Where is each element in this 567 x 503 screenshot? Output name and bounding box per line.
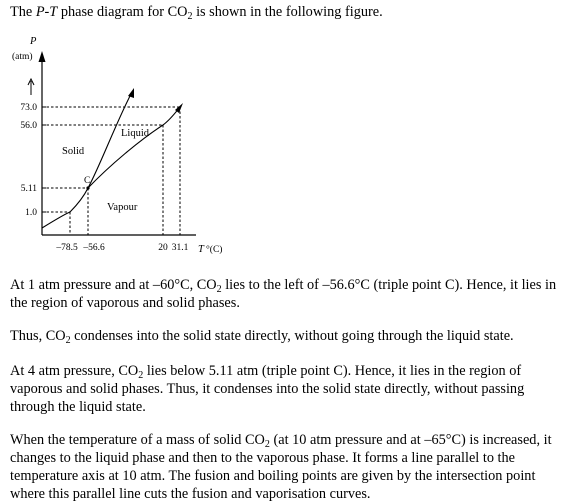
triple-point xyxy=(86,186,89,189)
fusion-curve xyxy=(88,92,132,188)
intro-pt-symbol: P-T xyxy=(35,4,58,20)
sublimation-curve xyxy=(42,188,88,228)
region-liquid: Liquid xyxy=(121,128,149,139)
intro-part: phase diagram for CO xyxy=(57,4,188,20)
paragraph-4 xyxy=(10,431,558,503)
paragraph-part: lies below 5.11 atm (triple point C). Hence, it lies in the region of vaporous and solid phases. Thus, it condenses into the solid state directly, without passing through the liquid state. xyxy=(10,363,525,415)
paragraph-2 xyxy=(10,327,558,345)
subscript: 2 xyxy=(216,284,222,295)
subscript: 2 xyxy=(138,370,144,381)
triple-point-label: C xyxy=(84,176,91,186)
y-tick-label: 73.0 xyxy=(20,103,37,113)
x-tick-label: –56.6 xyxy=(83,243,105,253)
paragraph-part: (at 10 atm pressure and at –65°C) is increased, it changes to the liquid phase and then to the vaporous phase. It forms a line parallel to the temperature axis at 10 atm. The fusion and boiling points are given by the intersection point where this parallel line cuts the fusion and vaporisation curves. xyxy=(10,432,552,502)
intro-part: is shown in the following figure. xyxy=(192,4,383,20)
region-solid: Solid xyxy=(62,146,85,157)
y-tick-label: 5.11 xyxy=(20,184,37,194)
y-axis-label: P xyxy=(30,36,37,47)
paragraph-3 xyxy=(10,362,558,416)
subscript: 2 xyxy=(65,335,71,346)
x-axis-label: T xyxy=(198,244,204,255)
pt-phase-diagram xyxy=(0,30,240,260)
x-tick-label: –78.5 xyxy=(56,243,78,253)
paragraph-part: lies to the left of –56.6°C (triple point C). Hence, it lies in the region of vaporous and solid phases. xyxy=(10,277,557,311)
intro-text xyxy=(10,3,558,21)
y-axis-unit-arrow xyxy=(28,79,34,95)
x-axis-unit: °(C) xyxy=(206,245,223,255)
paragraph-part: At 4 atm pressure, CO xyxy=(10,363,139,379)
vaporisation-curve xyxy=(88,107,180,188)
paragraph-part: condenses into the solid state directly, without going through the liquid state. xyxy=(70,328,514,344)
subscript: 2 xyxy=(264,439,270,450)
paragraph-part: Thus, CO xyxy=(10,328,66,344)
intro-subscript: 2 xyxy=(187,11,193,22)
paragraph-1 xyxy=(10,276,558,312)
fusion-curve-arrow xyxy=(128,88,134,98)
x-tick-label: 31.1 xyxy=(171,243,189,253)
y-tick-label: 1.0 xyxy=(25,208,37,218)
x-tick-label: 20 xyxy=(158,243,168,253)
y-axis-arrow xyxy=(39,51,46,62)
y-tick-label: 56.0 xyxy=(20,121,37,131)
paragraph-part: At 1 atm pressure and at –60°C, CO xyxy=(10,277,217,293)
intro-part: The xyxy=(10,4,36,20)
y-axis-unit: (atm) xyxy=(12,52,33,62)
region-vapour: Vapour xyxy=(107,202,138,213)
paragraph-part: When the temperature of a mass of solid CO xyxy=(10,432,265,448)
